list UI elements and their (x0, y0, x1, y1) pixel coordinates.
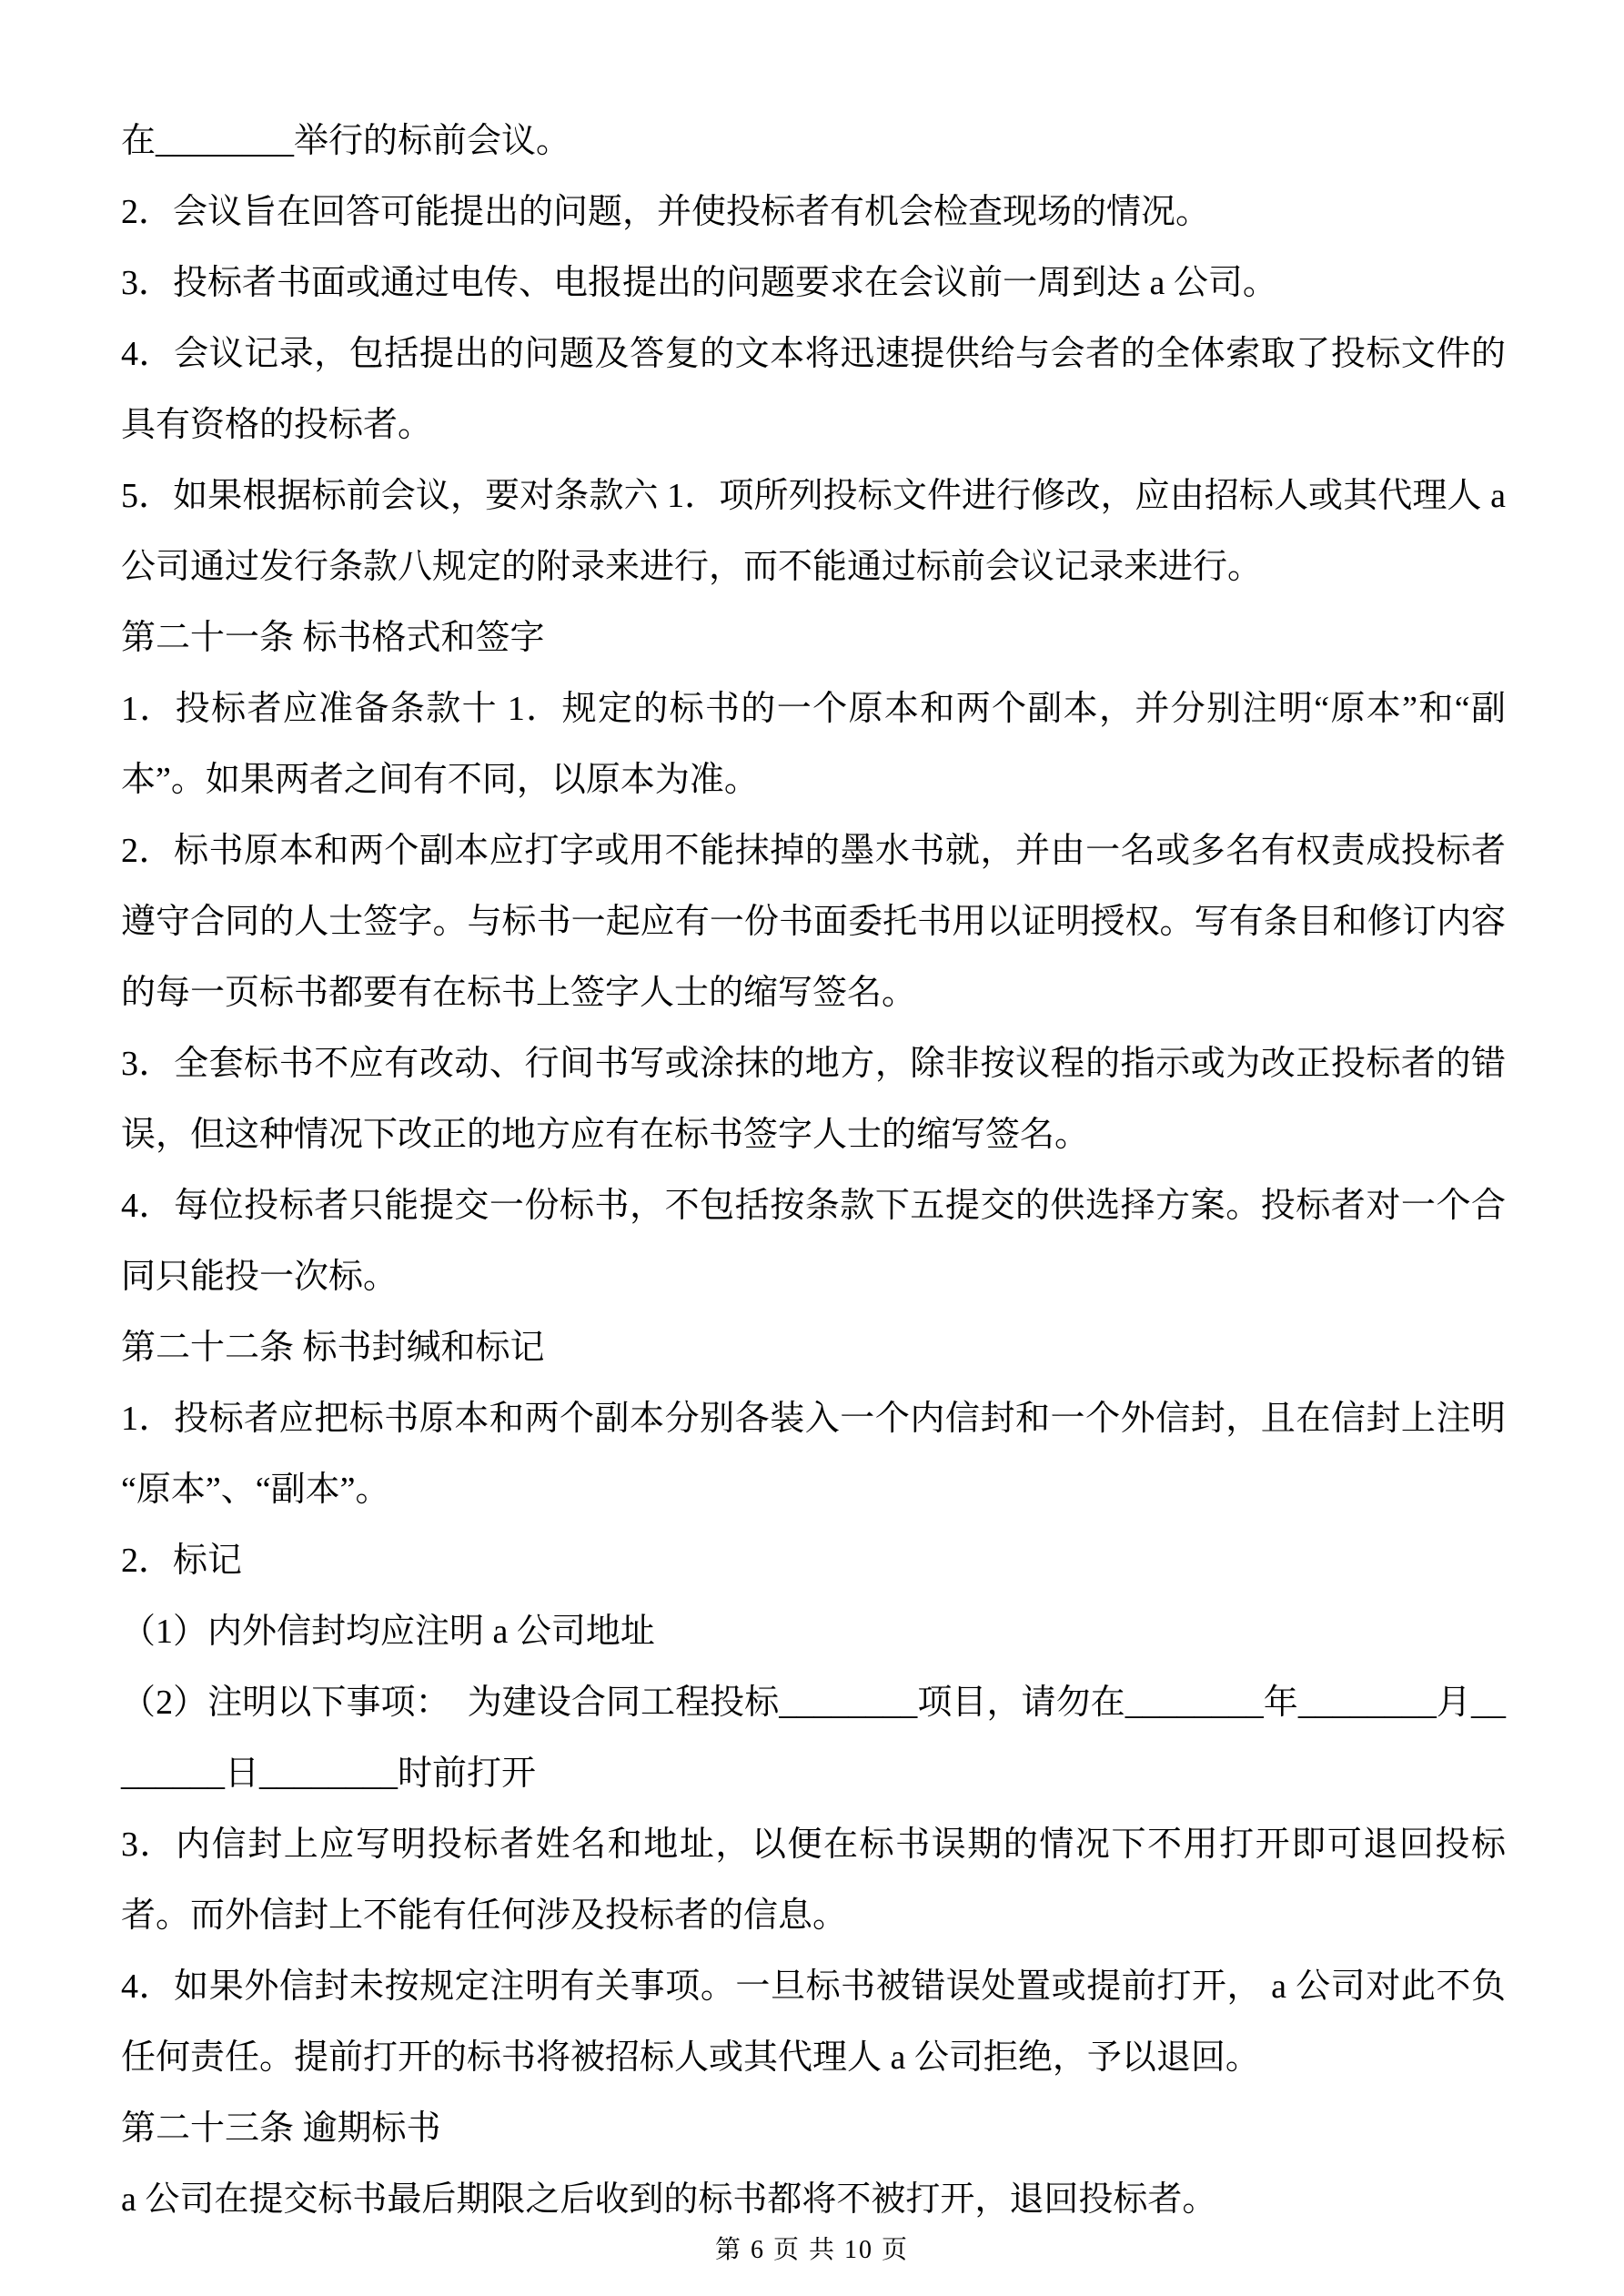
paragraph-envelope-sealing: 1．投标者应把标书原本和两个副本分别各装入一个内信封和一个外信封，且在信封上注明“原本”、“副本”。 (121, 1400, 1506, 1509)
section-heading-article-23: 第二十三条 逾期标书 (121, 2109, 441, 2148)
paragraph-question-deadline: 3．投标者书面或通过电传、电报提出的问题要求在会议前一周到达 a 公司。 (121, 264, 1277, 302)
paragraph-bid-original-copies: 1．投标者应准备条款十 1．规定的标书的一个原本和两个副本，并分别注明“原本”和“副本”。如果两者之间有不同，以原本为准。 (121, 690, 1506, 799)
paragraph-marking-item-2: （2）注明以下事项： 为建设合同工程投标________项目，请勿在________年________月________日________时前打开 (121, 1684, 1506, 1793)
paragraph-no-alterations: 3．全套标书不应有改动、行间书写或涂抹的地方，除非按议程的指示或为改正投标者的错误，但这种情况下改正的地方应有在标书签字人士的缩写签名。 (121, 1045, 1506, 1154)
section-heading-article-22: 第二十二条 标书封缄和标记 (121, 1329, 545, 1367)
page-footer: 第 6 页 共 10 页 (714, 2236, 909, 2264)
paragraph-mislabel-liability: 4．如果外信封未按规定注明有关事项。一旦标书被错误处置或提前打开， a 公司对此不负任何责任。提前打开的标书将被招标人或其代理人 a 公司拒绝，予以退回。 (121, 1967, 1506, 2077)
paragraph-pre-bid-meeting-location: 在________举行的标前会议。 (121, 122, 571, 160)
paragraph-late-bids: a 公司在提交标书最后期限之后收到的标书都将不被打开，退回投标者。 (121, 2180, 1217, 2219)
paragraph-marking-label: 2．标记 (121, 1542, 243, 1580)
paragraph-one-bid-only: 4．每位投标者只能提交一份标书，不包括按条款下五提交的供选择方案。投标者对一个合同只能投一次标。 (121, 1187, 1506, 1296)
paragraph-inner-envelope-info: 3．内信封上应写明投标者姓名和地址，以便在标书误期的情况下不用打开即可退回投标者。而外信封上不能有任何涉及投标者的信息。 (121, 1826, 1506, 1935)
paragraph-meeting-minutes: 4．会议记录，包括提出的问题及答复的文本将迅速提供给与会者的全体索取了投标文件的具有资格的投标者。 (121, 335, 1506, 444)
section-heading-article-21: 第二十一条 标书格式和签字 (121, 619, 545, 657)
paragraph-marking-item-1: （1）内外信封均应注明 a 公司地址 (121, 1613, 655, 1651)
paragraph-amendment-procedure: 5．如果根据标前会议，要对条款六 1．项所列投标文件进行修改，应由招标人或其代理人 a 公司通过发行条款八规定的附录来进行，而不能通过标前会议记录来进行。 (121, 477, 1506, 586)
paragraph-bid-typing-signature: 2．标书原本和两个副本应打字或用不能抹掉的墨水书就，并由一名或多名有权责成投标者遵守合同的人士签字。与标书一起应有一份书面委托书用以证明授权。写有条目和修订内容的每一页标书都要有在标书上签字人士的缩写签名。 (121, 832, 1506, 1012)
document-body (121, 106, 1506, 2235)
paragraph-meeting-purpose: 2．会议旨在回答可能提出的问题，并使投标者有机会检查现场的情况。 (121, 193, 1211, 231)
